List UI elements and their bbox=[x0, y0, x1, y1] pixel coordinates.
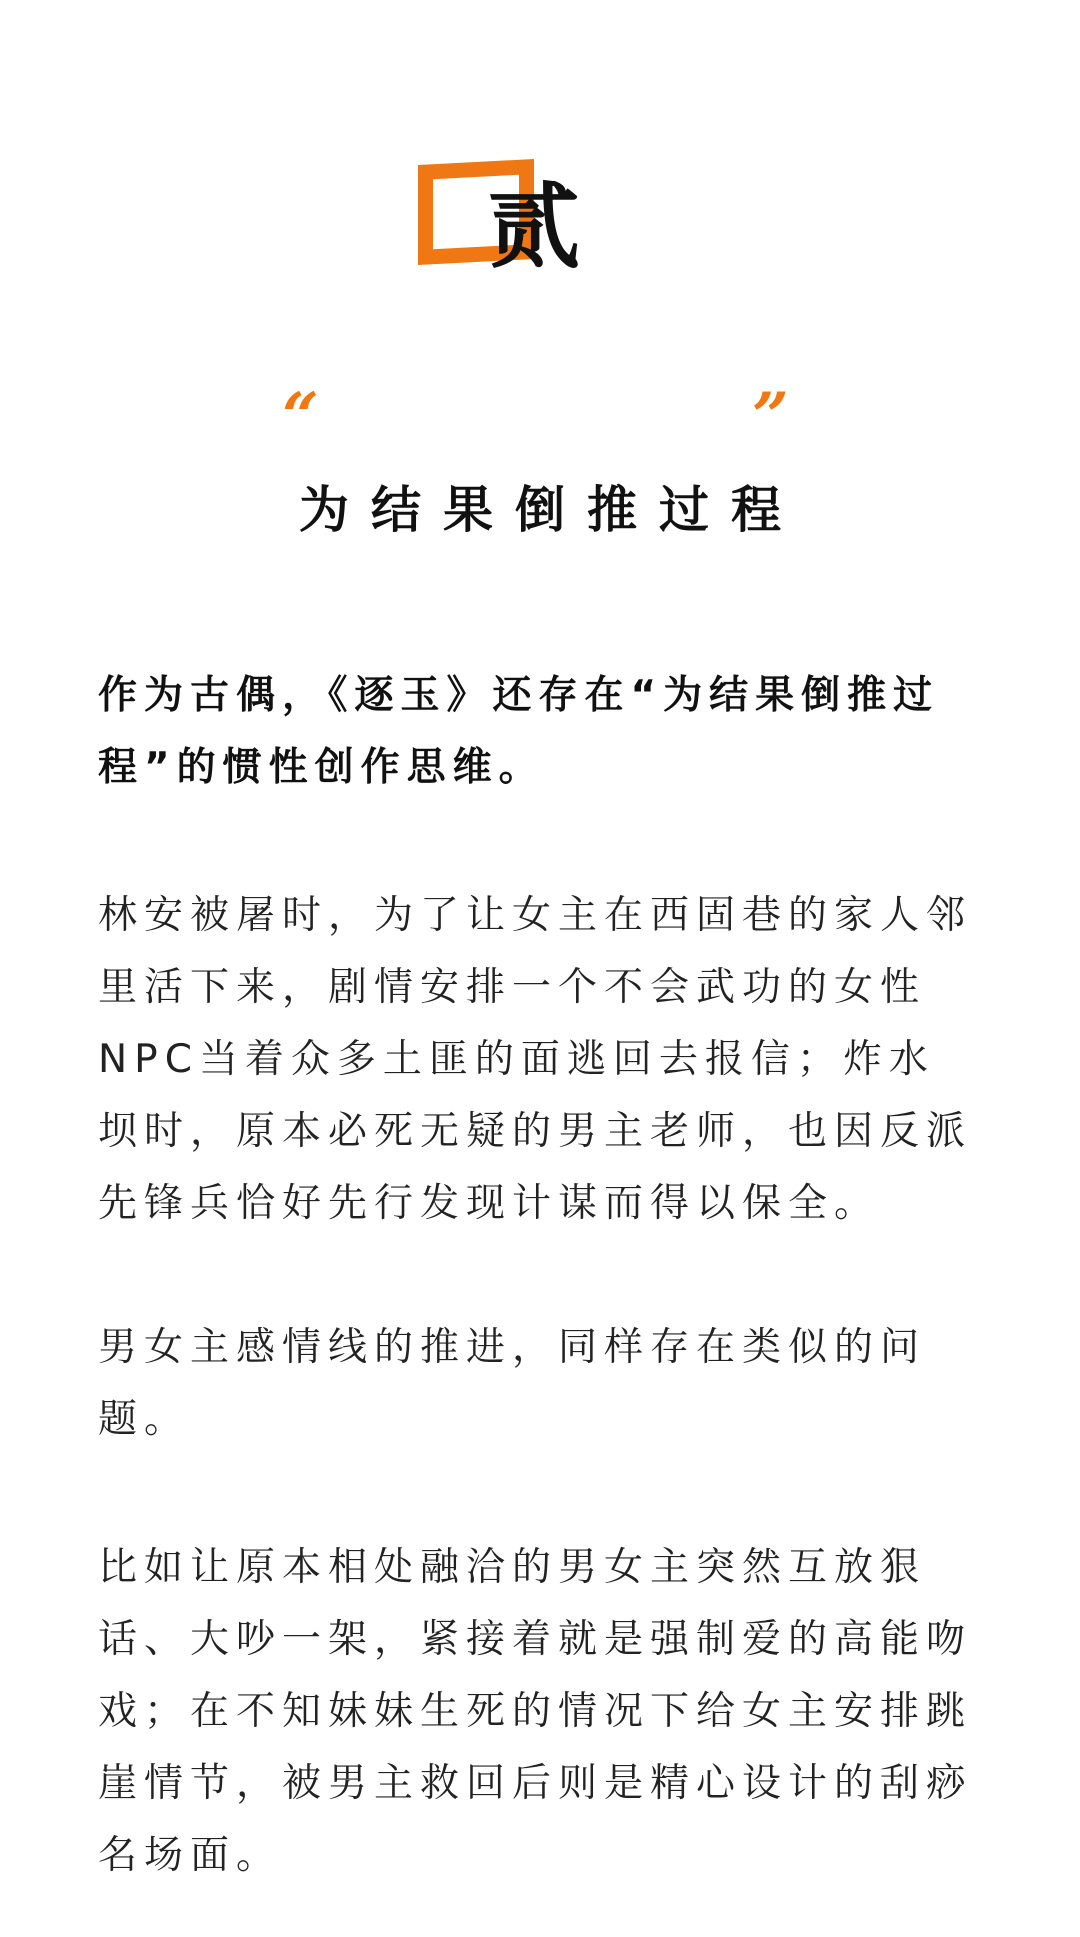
paragraph-example-plot: 林安被屠时，为了让女主在西固巷的家人邻里活下来，剧情安排一个不会武功的女性NPC当着众多土匪的面逃回去报信；炸水坝时，原本必死无疑的男主老师，也因反派先锋兵恰好先行发现计谋而得以保全。 bbox=[98, 893, 973, 1226]
open-quote-mark: “ bbox=[282, 379, 319, 454]
paragraph-romance-line: 男女主感情线的推进，同样存在类似的问题。 bbox=[98, 1325, 927, 1442]
section-number-badge bbox=[418, 152, 608, 302]
section-number: 贰 bbox=[488, 174, 581, 281]
paragraph-example-romance: 比如让原本相处融洽的男女主突然互放狠话、大吵一架，紧接着就是强制爱的高能吻戏；在不知妹妹生死的情况下给女主安排跳崖情节，被男主救回后则是精心设计的刮痧名场面。 bbox=[98, 1545, 973, 1878]
close-quote-mark: ” bbox=[752, 379, 789, 454]
section-heading: 为结果倒推过程 bbox=[299, 481, 803, 539]
paragraph-intro: 作为古偶，《逐玉》还存在“为结果倒推过程”的惯性创作思维。 bbox=[98, 673, 940, 790]
